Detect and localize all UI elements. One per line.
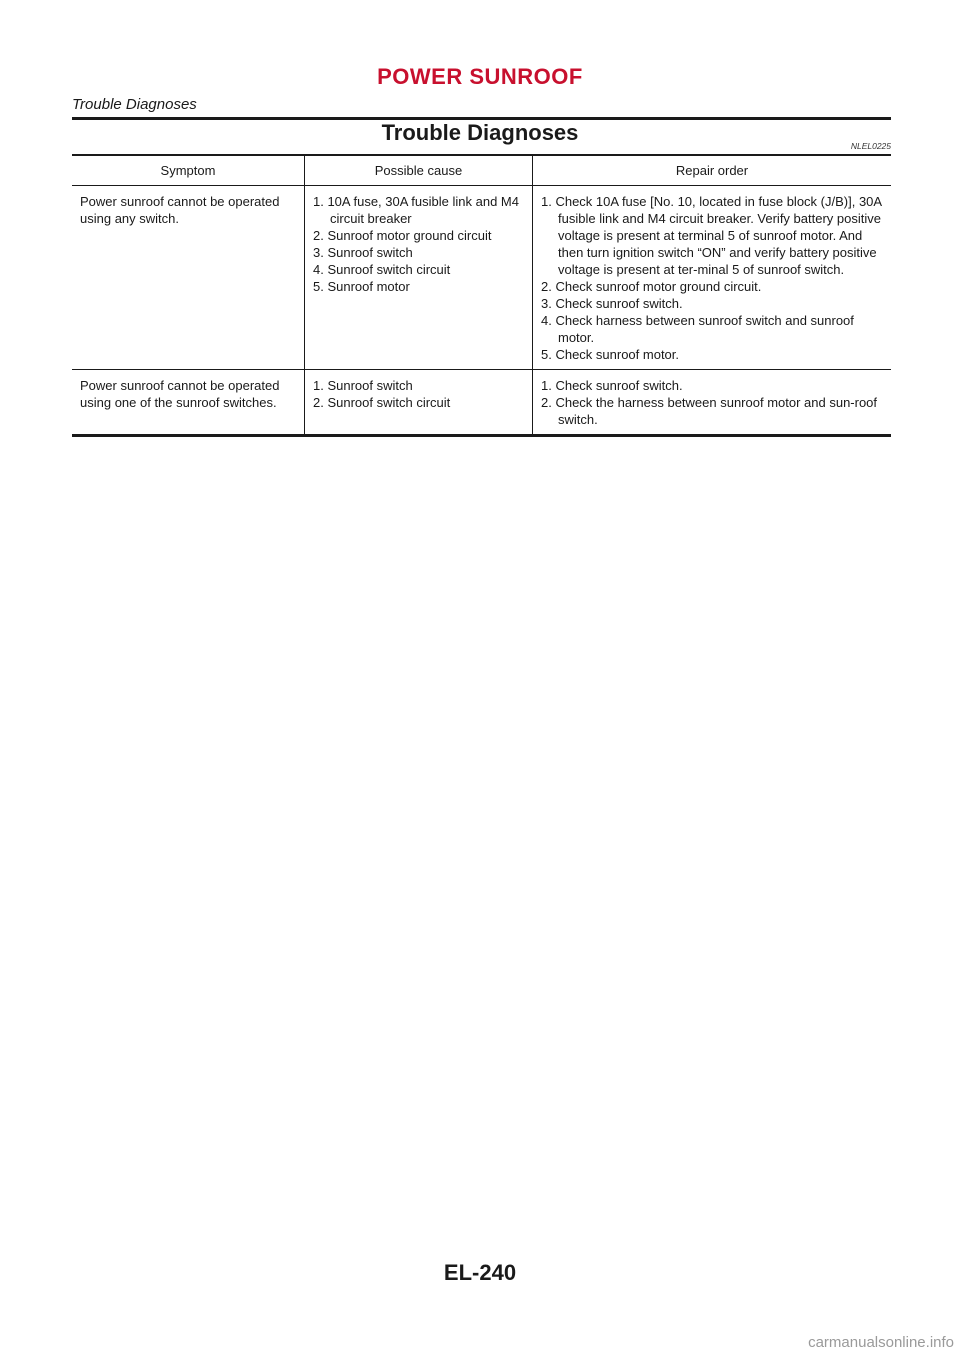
cause-item: 5. Sunroof motor [313, 279, 410, 294]
repair-cell [533, 186, 892, 370]
repair-item: 1. Check 10A fuse [No. 10, located in fuse block (J/B)], 30A fusible link and M4 circuit breaker. Verify battery positive voltage is present at terminal 5 of sunroof motor. And then turn ignition switch “ON” and verify battery positive voltage is present at ter-minal 5 of sunroof switch. [541, 194, 882, 277]
cause-item: 2. Sunroof motor ground circuit [313, 228, 492, 243]
column-header-possible-cause: Possible cause [305, 156, 533, 186]
cause-item: 4. Sunroof switch circuit [313, 262, 451, 277]
repair-item: 2. Check the harness between sunroof motor and sun-roof switch. [541, 395, 878, 427]
repair-item: 5. Check sunroof motor. [541, 347, 680, 362]
repair-item: 2. Check sunroof motor ground circuit. [541, 279, 762, 294]
table-row [72, 370, 891, 436]
table-header-row [72, 156, 891, 186]
cause-item: 2. Sunroof switch circuit [313, 395, 451, 410]
table-row [72, 186, 891, 370]
column-header-repair-order: Repair order [533, 156, 892, 186]
symptom-text: Power sunroof cannot be operated using one of the sunroof switches. [80, 378, 280, 410]
cause-cell [305, 186, 533, 370]
repair-item: 3. Check sunroof switch. [541, 296, 683, 311]
repair-item: 1. Check sunroof switch. [541, 378, 683, 393]
cause-item: 3. Sunroof switch [313, 245, 413, 260]
repair-item: 4. Check harness between sunroof switch and sunroof motor. [541, 313, 854, 345]
cause-item: 1. Sunroof switch [313, 378, 413, 393]
header-title: POWER SUNROOF [377, 64, 583, 89]
symptom-cell [72, 186, 305, 370]
page-number: EL-240 [443, 1260, 517, 1285]
header-subtitle: Trouble Diagnoses [72, 96, 197, 113]
section-code: NLEL0225 [850, 141, 891, 151]
cause-item: 1. 10A fuse, 30A fusible link and M4 circuit breaker [313, 194, 519, 226]
cause-cell [305, 370, 533, 436]
watermark-text: carmanualsonline.info [808, 1334, 954, 1351]
section-title: Trouble Diagnoses [381, 120, 579, 145]
symptom-cell [72, 370, 305, 436]
column-header-symptom: Symptom [72, 156, 305, 186]
diagnosis-table [72, 156, 891, 437]
symptom-text: Power sunroof cannot be operated using any switch. [80, 194, 280, 226]
repair-cell [533, 370, 892, 436]
